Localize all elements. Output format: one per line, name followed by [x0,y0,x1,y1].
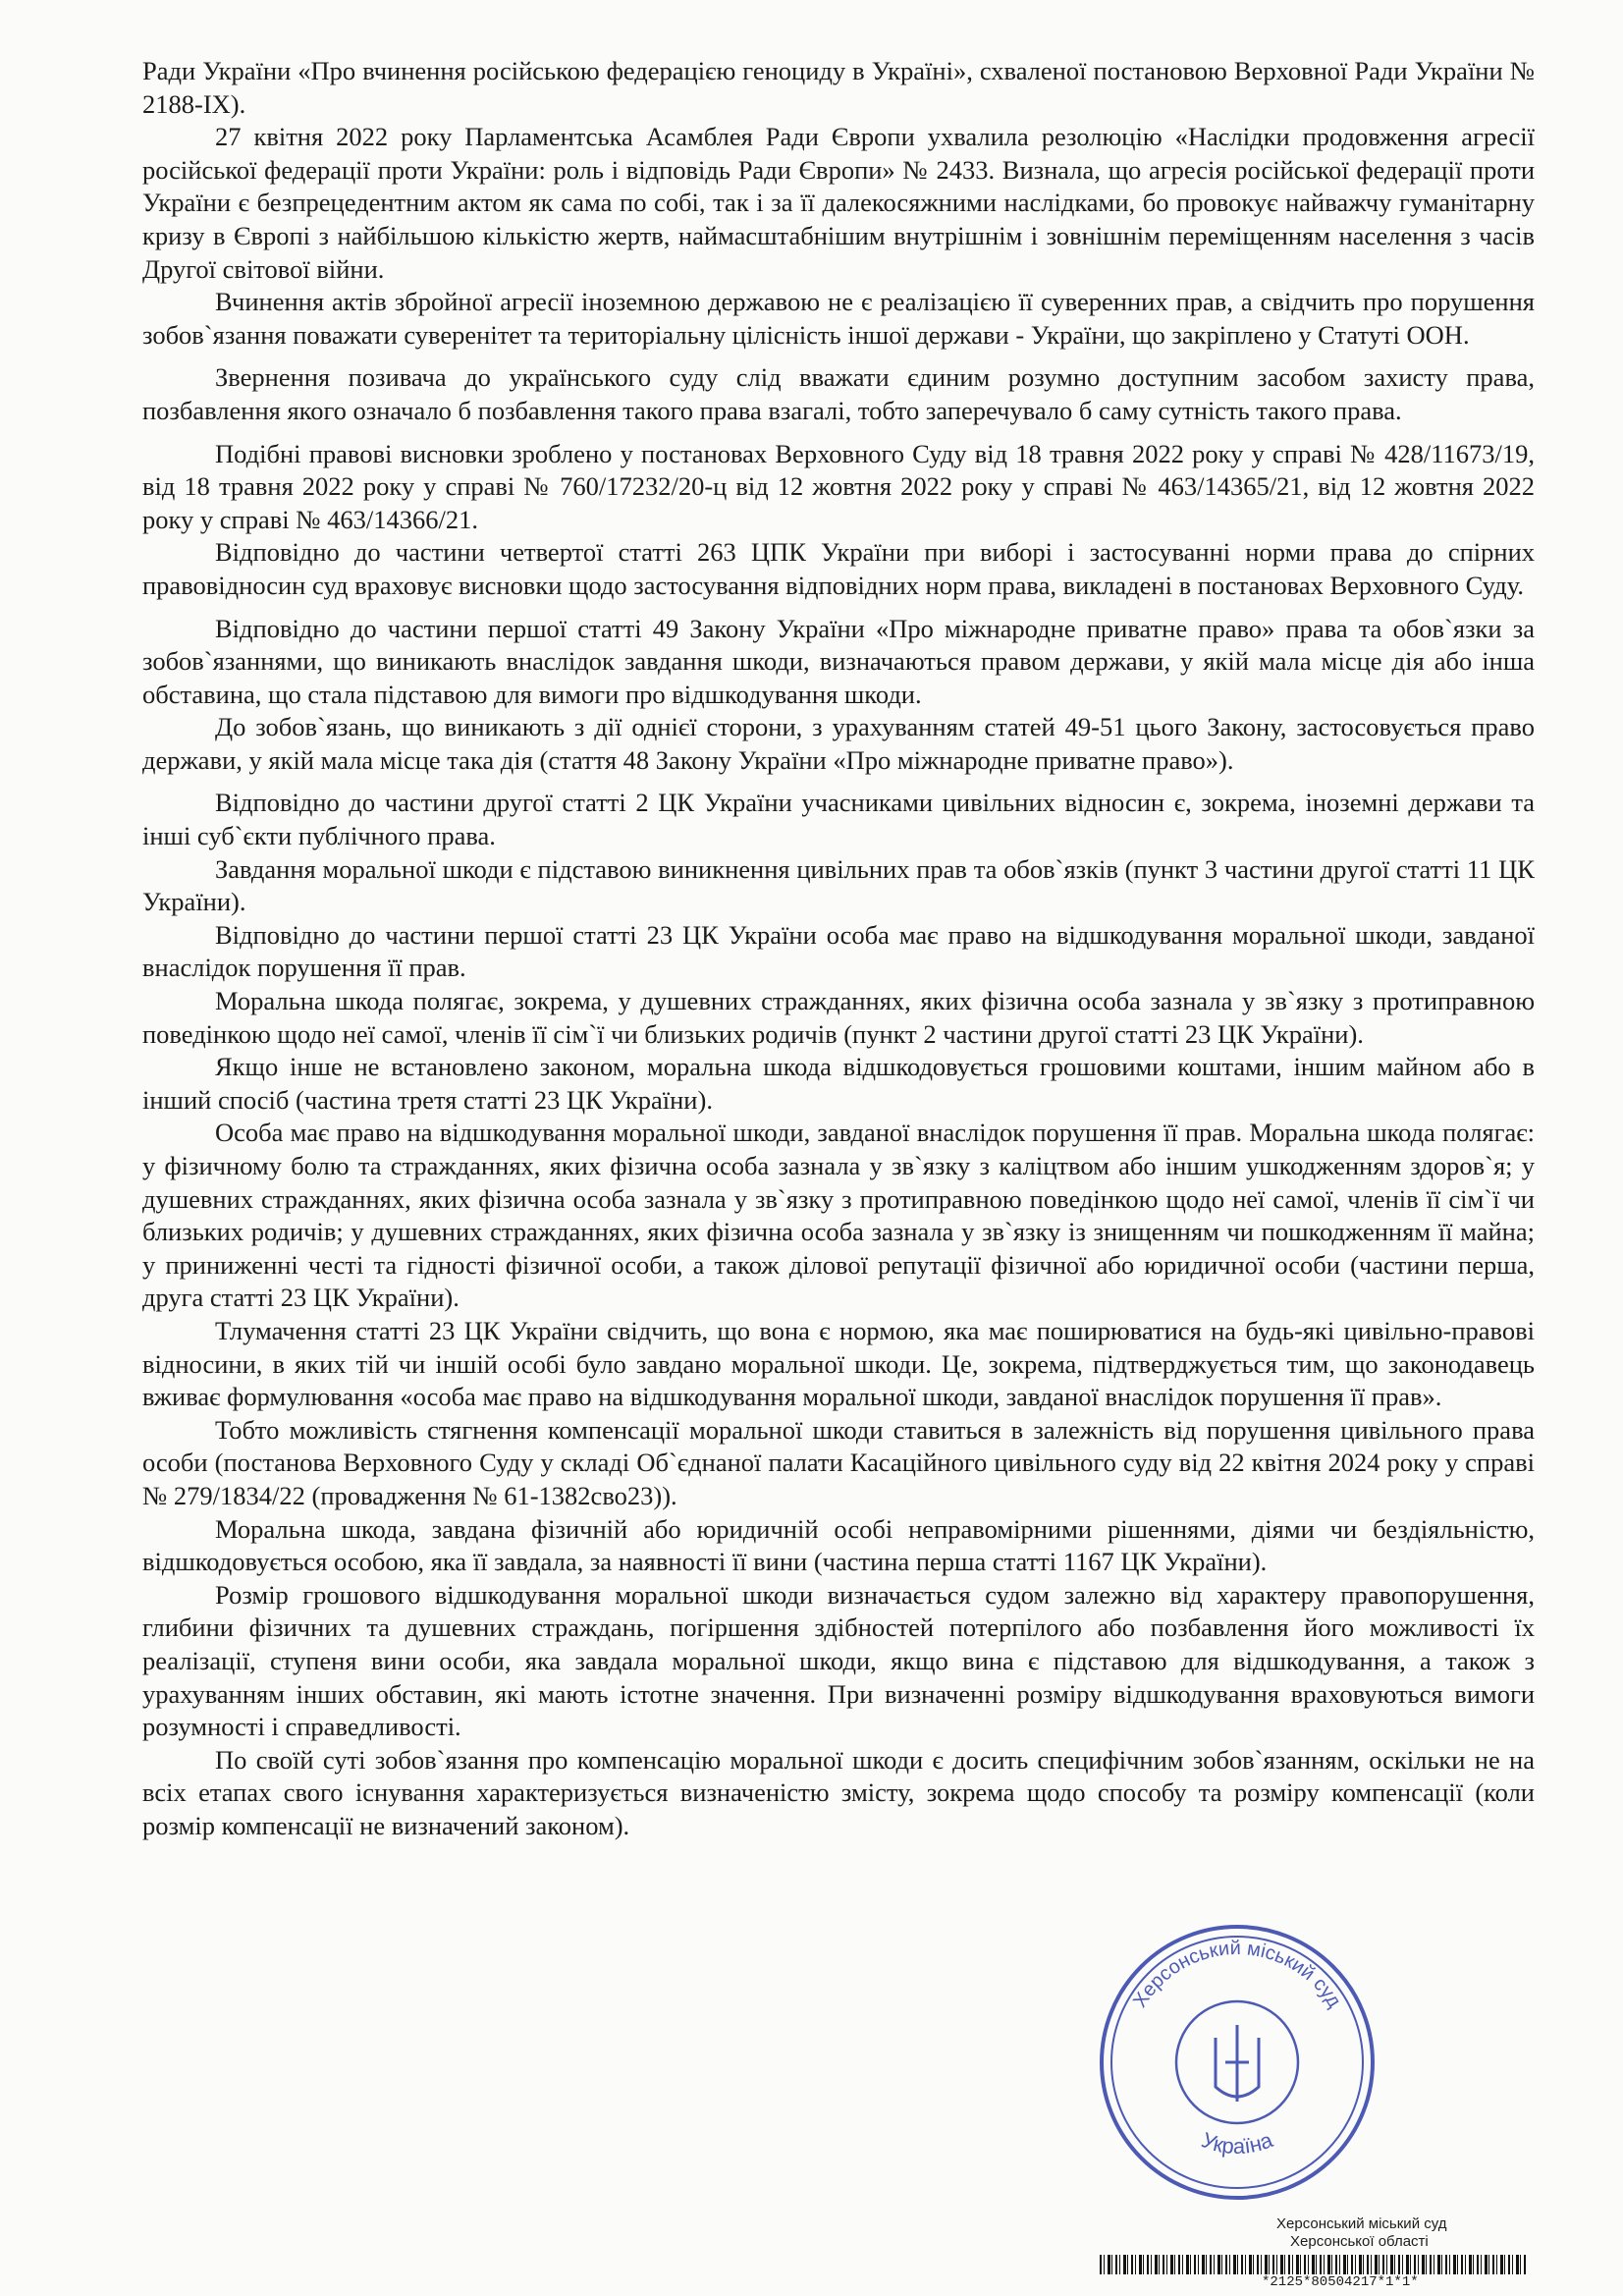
barcode-number: *2125*80504217*1*1* [1262,2274,1419,2290]
paragraph-12: Моральна шкода полягає, зокрема, у душевних стражданнях, яких фізична особа зазнала у зв`язку з протиправною поведінкою щодо неї самої, членів її сім`ї чи близьких родичів (пункт 2 частини другої статті 23 ЦК України). [142,986,1535,1049]
paragraph-10: Завдання моральної шкоди є підставою виникнення цивільних прав та обов`язків (пункт 3 частини другої статті 11 ЦК України). [142,853,1535,917]
paragraph-2: 27 квітня 2022 року Парламентська Асамблея Ради Європи ухвалила резолюцію «Наслідки продовження агресії російської федерації проти України: роль і відповідь Ради Європи» № 2433. Визнала, що агресія російської федерації проти України є безпрецедентним актом як сама по собі, так і за її далекосяжними наслідками, бо провокує найважчу гуманітарну кризу в Європі з найбільшою кількістю жертв, наймасштабнішим внутрішнім і зовнішнім переміщенням населення з часів Другої світової війни. [142,122,1535,284]
paragraph-17: Моральна шкода, завдана фізичній або юридичній особі неправомірними рішеннями, діями чи бездіяльністю, відшкодовується особою, яка її завдала, за наявності її вини (частина перша статті 1167 ЦК України). [142,1513,1535,1577]
stamp-top-text: Херсонський міський суд [1129,1937,1346,2012]
paragraph-5: Подібні правові висновки зроблено у постановах Верховного Суду від 18 травня 2022 року у справі № 428/11673/19, від 18 травня 2022 року у справі № 760/17232/20-ц від 12 жовтня 2022 року у справі № 463/14365/21, від 12 жовтня 2022 року у справі № 463/14366/21. [142,438,1535,534]
paragraph-1: Ради України «Про вчинення російською федерацією геноциду в Україні», схваленої постановою Верховної Ради України № 2188-IX). [142,56,1535,119]
paragraph-11: Відповідно до частини першої статті 23 ЦК України особа має право на відшкодування моральної шкоди, завданої внаслідок порушення її прав. [142,919,1535,983]
paragraph-18: Розмір грошового відшкодування моральної шкоди визначається судом залежно від характеру правопорушення, глибини фізичних та душевних страждань, погіршення здібностей потерпілого або позбавлення його можливості їх реалізації, ступеня вини особи, яка завдала моральної шкоди, якщо вина є підставою для відшкодування, а також з урахуванням інших обставин, які мають істотне значення. При визначенні розміру відшкодування враховуються вимоги розумності і справедливості. [142,1579,1535,1742]
footer-court-name: Херсонський міський суд [1276,2215,1447,2232]
svg-text:Україна [1198,2127,1276,2159]
paragraph-3: Вчинення актів збройної агресії іноземною державою не є реалізацією її суверенних прав, а свідчить про порушення зобов`язання поважати суверенітет та територіальну цілісність іншої держави - України, що закріплено у Статуті ООН. [142,287,1535,350]
paragraph-14: Особа має право на відшкодування моральної шкоди, завданої внаслідок порушення її прав. Моральна шкода полягає: у фізичному болю та стражданнях, яких фізична особа зазнала у зв`язку з каліцтвом або іншим ушкодженням здоров`я; у душевних стражданнях, яких фізична особа зазнала у зв`язку з протиправною поведінкою щодо неї самої, членів її сім`ї чи близьких родичів; у душевних стражданнях, яких фізична особа зазнала у зв`язку із знищенням чи пошкодженням її майна; у приниженні честі та гідності фізичної особи, а також ділової репутації фізичної або юридичної особи (частини перша, друга статті 23 ЦК України). [142,1118,1535,1313]
footer-court-block [1100,2215,1532,2294]
paragraph-19: По своїй суті зобов`язання про компенсацію моральної шкоди є досить специфічним зобов`язанням, оскільки не на всіх етапах свого існування характеризується визначеністю змісту, зокрема щодо способу та розміру компенсації (коли розмір компенсації не визначений законом). [142,1744,1535,1840]
court-seal-stamp [1090,1915,1384,2210]
trident-icon [1216,2025,1259,2102]
paragraph-4: Звернення позивача до українського суду слід вважати єдиним розумно доступним засобом захисту права, позбавлення якого означало б позбавлення такого права взагалі, тобто заперечувало б саму сутність такого права. [142,362,1535,425]
barcode [1100,2255,1527,2274]
paragraph-7: Відповідно до частини першої статті 49 Закону України «Про міжнародне приватне право» права та обов`язки за зобов`язаннями, що виникають внаслідок завдання шкоди, визначаються правом держави, у якій мала місце дія або інша обставина, що стала підставою для вимоги про відшкодування шкоди. [142,613,1535,709]
stamp-country-text: Україна [1198,2127,1276,2159]
paragraph-6: Відповідно до частини четвертої статті 263 ЦПК України при виборі і застосуванні норми права до спірних правовідносин суд враховує висновки щодо застосування відповідних норм права, викладені в постановах Верховного Суду. [142,537,1535,600]
paragraph-9: Відповідно до частини другої статті 2 ЦК України учасниками цивільних відносин є, зокрема, іноземні держави та інші суб`єкти публічного права. [142,788,1535,851]
paragraph-15: Тлумачення статті 23 ЦК України свідчить, що вона є нормою, яка має поширюватися на будь-які цивільно-правові відносини, в яких тій чи іншій особі було завдано моральної шкоди. Це, зокрема, підтверджується тим, що законодавець вживає формулювання «особа має право на відшкодування моральної шкоди, завданої внаслідок порушення її прав». [142,1315,1535,1412]
footer-court-region: Херсонської області [1290,2233,1429,2250]
paragraph-8: До зобов`язань, що виникають з дії однієї сторони, з урахуванням статей 49-51 цього Закону, застосовується право держави, у якій мала місце така дія (стаття 48 Закону України «Про міжнародне приватне право»). [142,712,1535,775]
paragraph-13: Якщо інше не встановлено законом, моральна шкода відшкодовується грошовими коштами, іншим майном або в інший спосіб (частина третя статті 23 ЦК України). [142,1052,1535,1115]
document-body [142,55,1535,1842]
paragraph-16: Тобто можливість стягнення компенсації моральної шкоди ставиться в залежність від порушення цивільного права особи (постанова Верховного Суду у складі Об`єднаної палати Касаційного цивільного суду від 22 квітня 2024 року у справі № 279/1834/22 (провадження № 61-1382сво23)). [142,1414,1535,1510]
